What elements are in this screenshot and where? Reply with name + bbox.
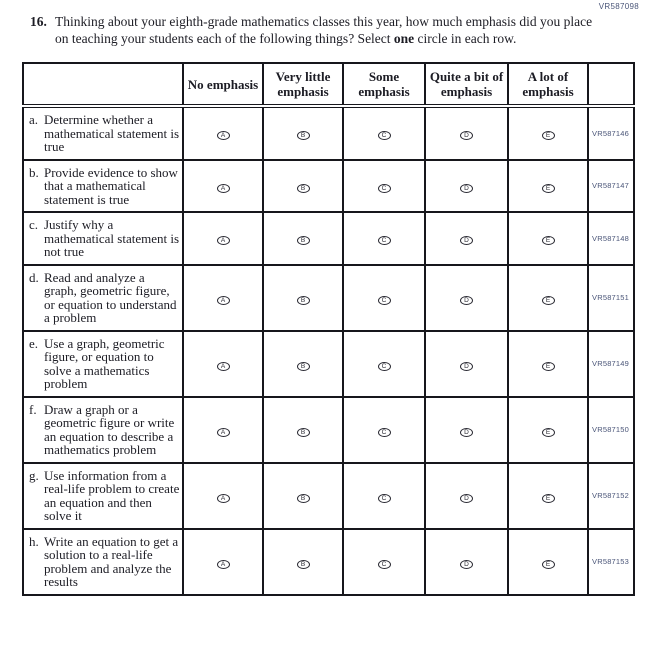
row-label: f. — [29, 401, 37, 417]
answer-bubble-a[interactable]: A — [217, 296, 230, 305]
table-row — [23, 212, 634, 265]
bubble-cell — [343, 265, 425, 331]
row-statement-cell — [23, 463, 183, 529]
page-code: VR587098 — [598, 2, 639, 11]
row-text: Draw a graph or a geometric figure or write an equation to describe a mathematics problem — [44, 401, 175, 457]
bubble-cell — [183, 212, 263, 265]
bubble-cell — [508, 331, 588, 397]
row-code: VR587152 — [588, 463, 634, 529]
answer-bubble-b[interactable]: B — [297, 428, 310, 437]
answer-bubble-a[interactable]: A — [217, 131, 230, 140]
row-text: Use a graph, geometric figure, or equation to solve a mathematics problem — [44, 335, 165, 391]
answer-bubble-b[interactable]: B — [297, 494, 310, 503]
answer-bubble-a[interactable]: A — [217, 560, 230, 569]
answer-bubble-e[interactable]: E — [542, 494, 555, 503]
answer-bubble-e[interactable]: E — [542, 560, 555, 569]
bubble-cell — [508, 529, 588, 595]
row-code: VR587153 — [588, 529, 634, 595]
row-code: VR587149 — [588, 331, 634, 397]
answer-bubble-c[interactable]: C — [378, 560, 391, 569]
bubble-cell — [508, 397, 588, 463]
answer-bubble-d[interactable]: D — [460, 560, 473, 569]
bubble-cell — [183, 463, 263, 529]
bubble-cell — [508, 463, 588, 529]
table-row — [23, 160, 634, 213]
stub-header — [23, 63, 183, 106]
column-header-some-emphasis: Some emphasis — [343, 63, 425, 106]
bubble-cell — [425, 265, 508, 331]
answer-bubble-a[interactable]: A — [217, 236, 230, 245]
bubble-cell — [263, 529, 343, 595]
emphasis-table — [22, 62, 635, 596]
bubble-cell — [343, 331, 425, 397]
row-code: VR587147 — [588, 160, 634, 213]
answer-bubble-d[interactable]: D — [460, 236, 473, 245]
answer-bubble-c[interactable]: C — [378, 296, 391, 305]
bubble-cell — [263, 212, 343, 265]
bubble-cell — [508, 212, 588, 265]
answer-bubble-c[interactable]: C — [378, 494, 391, 503]
table-row — [23, 463, 634, 529]
row-statement-cell — [23, 106, 183, 160]
bubble-cell — [183, 106, 263, 160]
bubble-cell — [425, 529, 508, 595]
table-row — [23, 106, 634, 160]
bubble-cell — [263, 265, 343, 331]
bubble-cell — [263, 160, 343, 213]
row-text: Justify why a mathematical statement is not true — [44, 217, 180, 259]
answer-bubble-e[interactable]: E — [542, 296, 555, 305]
answer-bubble-b[interactable]: B — [297, 362, 310, 371]
row-statement-cell — [23, 397, 183, 463]
bubble-cell — [343, 106, 425, 160]
row-text: Write an equation to get a solution to a real-life problem and analyze the results — [44, 533, 179, 589]
bubble-cell — [343, 212, 425, 265]
row-text: Determine whether a mathematical statement is true — [44, 112, 180, 154]
bubble-cell — [183, 397, 263, 463]
bubble-cell — [425, 106, 508, 160]
row-text: Use information from a real-life problem to create an equation and then solve it — [44, 467, 180, 523]
answer-bubble-e[interactable]: E — [542, 184, 555, 193]
answer-bubble-a[interactable]: A — [217, 184, 230, 193]
bubble-cell — [263, 463, 343, 529]
bubble-cell — [508, 106, 588, 160]
header-row — [23, 63, 634, 106]
answer-bubble-d[interactable]: D — [460, 428, 473, 437]
row-label: e. — [29, 335, 39, 351]
bubble-cell — [183, 529, 263, 595]
answer-bubble-b[interactable]: B — [297, 236, 310, 245]
row-code: VR587148 — [588, 212, 634, 265]
column-header-a-lot-of-emphasis: A lot of emphasis — [508, 63, 588, 106]
question-text-part: circle in each row. — [414, 31, 517, 46]
answer-bubble-d[interactable]: D — [460, 296, 473, 305]
answer-bubble-e[interactable]: E — [542, 236, 555, 245]
table-row — [23, 265, 634, 331]
bubble-cell — [425, 212, 508, 265]
answer-bubble-d[interactable]: D — [460, 494, 473, 503]
row-label: h. — [29, 533, 39, 549]
row-label: a. — [29, 112, 39, 127]
bubble-cell — [425, 160, 508, 213]
row-statement-cell — [23, 265, 183, 331]
answer-bubble-e[interactable]: E — [542, 362, 555, 371]
answer-bubble-d[interactable]: D — [460, 362, 473, 371]
row-statement-cell — [23, 212, 183, 265]
answer-bubble-d[interactable]: D — [460, 184, 473, 193]
column-header-no-emphasis: No emphasis — [183, 63, 263, 106]
row-code: VR587150 — [588, 397, 634, 463]
answer-bubble-b[interactable]: B — [297, 131, 310, 140]
bubble-cell — [508, 160, 588, 213]
answer-bubble-c[interactable]: C — [378, 131, 391, 140]
answer-bubble-b[interactable]: B — [297, 560, 310, 569]
row-label: d. — [29, 269, 39, 285]
bubble-cell — [425, 397, 508, 463]
bubble-cell — [263, 397, 343, 463]
bubble-cell — [425, 463, 508, 529]
bubble-cell — [508, 265, 588, 331]
answer-bubble-c[interactable]: C — [378, 362, 391, 371]
row-label: g. — [29, 467, 39, 483]
row-statement-cell — [23, 529, 183, 595]
bubble-cell — [183, 160, 263, 213]
answer-bubble-a[interactable]: A — [217, 362, 230, 371]
bubble-cell — [183, 265, 263, 331]
row-statement-cell — [23, 160, 183, 213]
bubble-cell — [183, 331, 263, 397]
question-text-part: Thinking about your eighth-grade mathematics classes this year, how much emphasis did you place on teaching your students each of the following things? Select — [55, 14, 593, 46]
column-header-very-little-emphasis: Very little emphasis — [263, 63, 343, 106]
answer-bubble-a[interactable]: A — [217, 428, 230, 437]
row-statement-cell — [23, 331, 183, 397]
row-code: VR587151 — [588, 265, 634, 331]
answer-bubble-d[interactable]: D — [460, 131, 473, 140]
bubble-cell — [425, 331, 508, 397]
bubble-cell — [343, 160, 425, 213]
answer-bubble-a[interactable]: A — [217, 494, 230, 503]
answer-bubble-e[interactable]: E — [542, 131, 555, 140]
row-label: c. — [29, 217, 39, 232]
answer-bubble-b[interactable]: B — [297, 296, 310, 305]
bubble-cell — [343, 397, 425, 463]
answer-bubble-c[interactable]: C — [378, 184, 391, 193]
question-block — [30, 13, 647, 47]
answer-bubble-c[interactable]: C — [378, 236, 391, 245]
question-number: 16. — [30, 14, 47, 29]
table-row — [23, 397, 634, 463]
row-text: Read and analyze a graph, geometric figure, or equation to understand a problem — [44, 269, 177, 325]
bubble-cell — [343, 463, 425, 529]
code-column-header — [588, 63, 634, 106]
column-header-quite-a-bit-of-emphasis: Quite a bit of emphasis — [425, 63, 508, 106]
table-row — [23, 529, 634, 595]
question-text — [55, 13, 600, 47]
question-bold-word: one — [393, 31, 415, 46]
answer-bubble-b[interactable]: B — [297, 184, 310, 193]
bubble-cell — [263, 331, 343, 397]
answer-bubble-e[interactable]: E — [542, 428, 555, 437]
bubble-cell — [343, 529, 425, 595]
row-code: VR587146 — [588, 106, 634, 160]
row-text: Provide evidence to show that a mathematical statement is true — [44, 164, 178, 207]
bubble-cell — [263, 106, 343, 160]
answer-bubble-c[interactable]: C — [378, 428, 391, 437]
table-row — [23, 331, 634, 397]
row-label: b. — [29, 164, 39, 180]
